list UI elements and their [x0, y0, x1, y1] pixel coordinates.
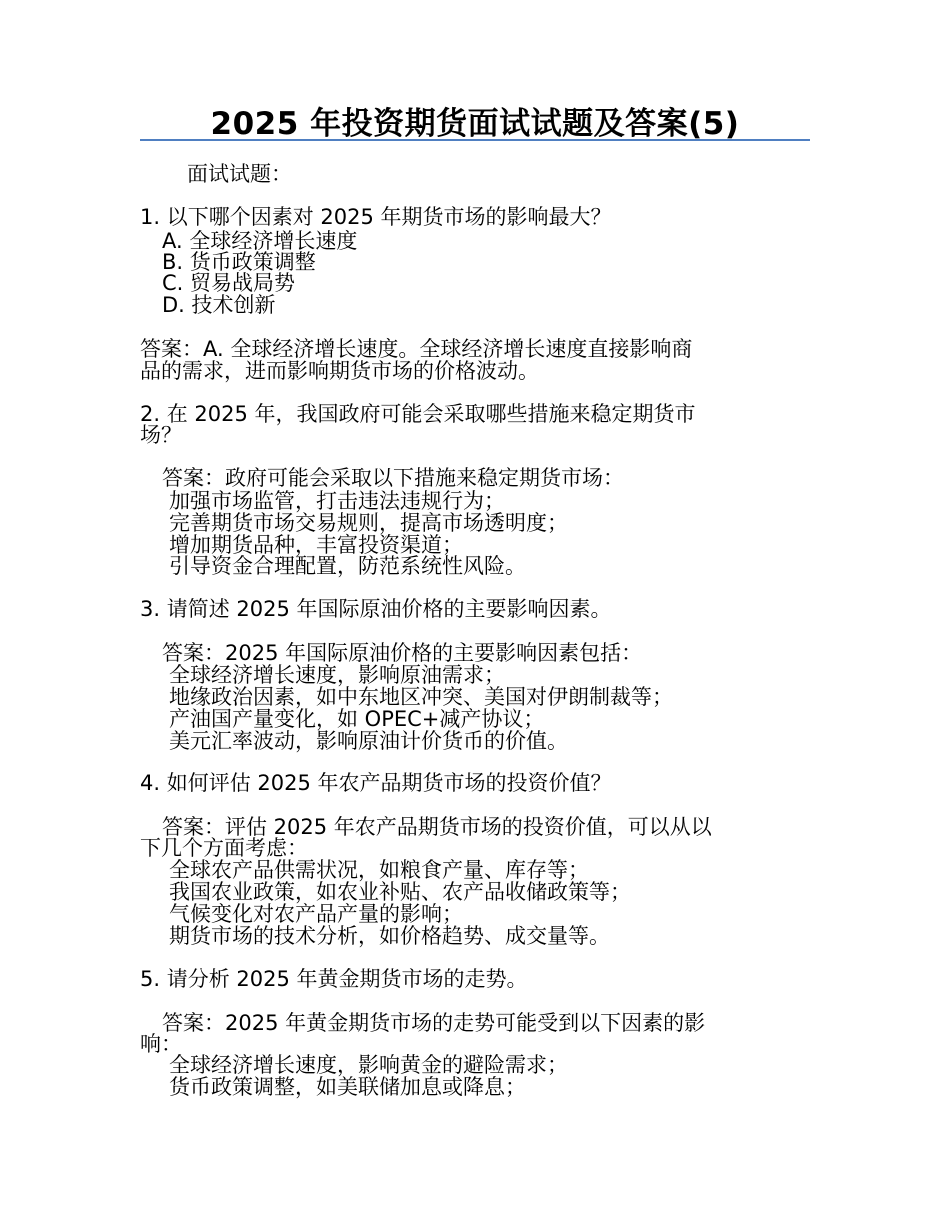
title-underline — [140, 139, 810, 141]
q2-point-4: 引导资金合理配置，防范系统性风险。 — [169, 554, 526, 578]
q1-option-c: C. 贸易战局势 — [162, 271, 296, 295]
q5-point-1: 全球经济增长速度，影响黄金的避险需求； — [169, 1053, 568, 1077]
q4-answer-line-1: 答案：评估 2025 年农产品期货市场的投资价值，可以从以 — [162, 815, 712, 839]
question-2-line-1: 2. 在 2025 年，我国政府可能会采取哪些措施来稳定期货市 — [140, 402, 696, 426]
question-4: 4. 如何评估 2025 年农产品期货市场的投资价值？ — [140, 771, 612, 795]
q3-point-2: 地缘政治因素，如中东地区冲突、美国对伊朗制裁等； — [169, 685, 673, 709]
question-1: 1. 以下哪个因素对 2025 年期货市场的影响最大？ — [140, 205, 612, 229]
q4-point-3: 气候变化对农产品产量的影响； — [169, 902, 463, 926]
q3-answer: 答案：2025 年国际原油价格的主要影响因素包括： — [162, 641, 643, 665]
q3-point-1: 全球经济增长速度，影响原油需求； — [169, 663, 505, 687]
q4-point-1: 全球农产品供需状况，如粮食产量、库存等； — [169, 858, 589, 882]
q2-point-1: 加强市场监管，打击违法违规行为； — [169, 489, 505, 513]
question-2-line-2: 场？ — [140, 423, 182, 447]
q3-point-4: 美元汇率波动，影响原油计价货币的价值。 — [169, 729, 568, 753]
q2-answer: 答案：政府可能会采取以下措施来稳定期货市场： — [162, 466, 624, 490]
q2-point-2: 完善期货市场交易规则，提高市场透明度； — [169, 511, 568, 535]
document-title: 2025 年投资期货面试试题及答案(5) — [210, 106, 740, 142]
question-5: 5. 请分析 2025 年黄金期货市场的走势。 — [140, 967, 528, 991]
q5-point-2: 货币政策调整，如美联储加息或降息； — [169, 1075, 526, 1099]
q4-point-4: 期货市场的技术分析，如价格趋势、成交量等。 — [169, 924, 610, 948]
q2-point-3: 增加期货品种，丰富投资渠道； — [169, 533, 463, 557]
q5-answer-line-1: 答案：2025 年黄金期货市场的走势可能受到以下因素的影 — [162, 1011, 706, 1035]
q3-point-3: 产油国产量变化，如 OPEC+减产协议； — [169, 707, 545, 731]
q1-answer-line-1: 答案：A. 全球经济增长速度。全球经济增长速度直接影响商 — [140, 337, 693, 361]
q1-option-b: B. 货币政策调整 — [162, 250, 316, 274]
intro-label: 面试试题： — [187, 162, 292, 186]
q4-point-2: 我国农业政策，如农业补贴、农产品收储政策等； — [169, 880, 631, 904]
q1-option-d: D. 技术创新 — [162, 293, 276, 317]
q1-answer-line-2: 品的需求，进而影响期货市场的价格波动。 — [140, 359, 539, 383]
q4-answer-line-2: 下几个方面考虑： — [140, 836, 308, 860]
q1-option-a: A. 全球经济增长速度 — [162, 229, 358, 253]
question-3: 3. 请简述 2025 年国际原油价格的主要影响因素。 — [140, 597, 612, 621]
q5-answer-line-2: 响： — [140, 1032, 182, 1056]
